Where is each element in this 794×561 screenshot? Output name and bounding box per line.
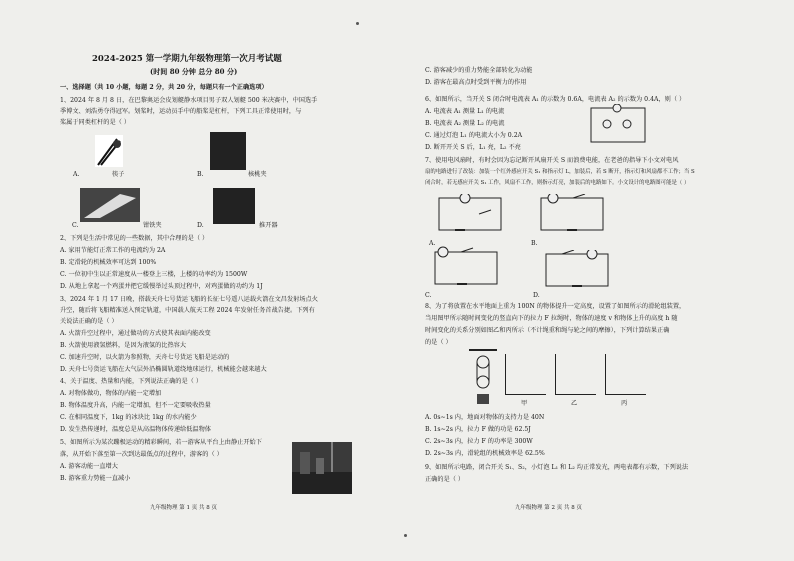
pulley-diagram xyxy=(469,348,497,408)
q7-line-2: 扇的电路进行了改装：加装一个红外感应开关 S₁ 和指示灯 L，加装后，若 S 断开，指示灯和风扇都不工作；当 S xyxy=(425,169,695,175)
q2-option-a: A. 家用节能灯正常工作的电流约为 2A xyxy=(60,247,166,254)
section-1-heading: 一、选择题（共 10 小题，每题 2 分，共 20 分，每题只有一个正确选项） xyxy=(60,84,268,91)
q1-option-d-letter: D. xyxy=(197,222,204,229)
q5-option-a: A. 游客动能一直增大 xyxy=(60,463,118,470)
q3-line-3: 关说法正确的是（ ） xyxy=(60,318,118,325)
q3-option-d: D. 天舟七号货运飞船在大气层外沿椭圆轨道绕地球运行，机械能会越来越大 xyxy=(60,366,267,373)
q6-option-d: D. 断开开关 S 后，L₁ 亮，L₂ 不亮 xyxy=(425,144,521,151)
q6-stem: 6、如图所示，当开关 S 闭合时电流表 A₁ 的示数为 0.6A，电流表 A₂ 的示数为 0.4A，则（ ） xyxy=(425,96,686,103)
q8-option-d: D. 2s~3s 内，滑轮组的机械效率是 62.5% xyxy=(425,450,545,457)
fig-label-yi: 乙 xyxy=(571,400,578,407)
q7-option-b: B. xyxy=(531,240,538,247)
q1-option-b-letter: B. xyxy=(197,171,204,178)
q8-option-a: A. 0s~1s 内，地面对物体的支持力是 40N xyxy=(425,414,545,421)
q2-stem: 2、下列是生活中常见的一些数据，其中合理的是（ ） xyxy=(60,235,209,242)
q7-line-1: 7、使用电风扇时，有时会因为忘记断开风扇开关 S 而浪费电能，在老爸的指导下小文对电风 xyxy=(425,157,679,164)
q7-option-a: A. xyxy=(429,240,436,247)
q9-line-2: 正确的是（ ） xyxy=(425,476,465,483)
scan-speck xyxy=(404,534,407,537)
velocity-time-graph xyxy=(555,354,596,395)
q6-option-c: C. 通过灯泡 L₁ 的电流大小为 0.2A xyxy=(425,132,523,139)
q6-option-b: B. 电流表 A₂ 测量 L₂ 的电流 xyxy=(425,120,505,127)
exam-subtitle: (时间 80 分钟 总分 80 分) xyxy=(150,67,238,76)
page-2-footer: 九年级物理 第 2 页 共 8 页 xyxy=(515,505,582,511)
q5-option-d: D. 游客在最高点时受到平衡力的作用 xyxy=(425,79,527,86)
q1-option-b-label: 核桃夹 xyxy=(248,171,267,178)
q1-option-a-label: 筷子 xyxy=(112,171,125,178)
q3-line-2: 升空，随后将飞船精准送入预定轨道，中国载人航天工程 2024 年发射任务首战告捷。下列有 xyxy=(60,307,315,314)
scan-speck xyxy=(356,22,359,25)
q7-line-3: 闭合时，若无感应开关 S₁ 工作，风扇不工作，则指示灯亮，加装后的电路如下。小文设计的电路图可能是（ ） xyxy=(425,180,690,186)
q1-line-3: 桨属于同类杠杆的是（ ） xyxy=(60,119,131,126)
q5-line-2: 落，从开始下落至第一次到达最低点的过程中，游客的（ ） xyxy=(60,451,223,458)
q2-option-b: B. 定滑轮的机械效率可达到 100% xyxy=(60,259,157,266)
pliers-image xyxy=(80,188,140,222)
q1-line-1: 1、2024 年 8 月 8 日，在巴黎奥运会皮划艇静水项目男子双人划艇 500 米决赛中，中国选手 xyxy=(60,97,318,104)
q2-option-d: D. 从地上拿起一个鸡蛋并把它缓慢举过头顶过程中，对鸡蛋做的功约为 1J xyxy=(60,283,263,290)
q4-option-a: A. 对物体做功，物体的内能一定增加 xyxy=(60,390,162,397)
q3-line-1: 3、2024 年 1 月 17 日晚，搭载天舟七号货运飞船的长征七号遥八运载火箭在文昌发射场点火 xyxy=(60,296,318,303)
q8-line-4: 的是（ ） xyxy=(425,339,452,346)
exam-title: 2024-2025 第一学期九年级物理第一次月考试题 xyxy=(92,54,282,64)
force-time-graph xyxy=(505,354,546,395)
q5-line-1: 5、如图所示为某次蹦极运动的精彩瞬间，若一游客从平台上由静止开始下 xyxy=(60,439,262,446)
page-2 xyxy=(397,0,794,561)
q8-option-c: C. 2s~3s 内，拉力 F 的功率是 300W xyxy=(425,438,533,445)
q3-option-b: B. 火箭使用液氢燃料，是因为液氢的比热容大 xyxy=(60,342,187,349)
q6-option-a: A. 电流表 A₁ 测量 L₁ 的电流 xyxy=(425,108,505,115)
q7-option-c: C. xyxy=(425,292,432,299)
fig-label-bing: 丙 xyxy=(621,400,628,407)
q1-option-d-label: 推开器 xyxy=(259,222,278,229)
page-1-footer: 九年级物理 第 1 页 共 8 页 xyxy=(150,505,217,511)
q2-option-c: C. 一位初中生以正常速度从一楼登上三楼，上楼的功率约为 1500W xyxy=(60,271,248,278)
q7-option-d: D. xyxy=(533,292,540,299)
q6-circuit-diagram xyxy=(587,104,649,146)
q4-stem: 4、关于温度、热量和内能，下列说法正确的是（ ） xyxy=(60,378,203,385)
q4-option-c: C. 在相同温度下，1kg 的冰块比 1kg 的水内能少 xyxy=(60,414,197,421)
q7-circuit-b xyxy=(537,194,607,236)
opener-image xyxy=(213,188,255,224)
q1-line-2: 季博文、刘浩勇夺得冠军。划桨时，运动员手中的船桨是杠杆，下列工具正常使用时，与 xyxy=(60,108,302,115)
q3-option-a: A. 火箭升空过程中，通过做功的方式使其表面内能改变 xyxy=(60,330,211,337)
q7-circuit-a xyxy=(435,194,505,236)
q8-line-3: 时间变化的关系分别如图乙和丙所示（不计绳重和绳与轮之间的摩擦），下列计算结果正确 xyxy=(425,327,670,334)
q5-option-c: C. 游客减少的重力势能全部转化为动能 xyxy=(425,67,533,74)
chopsticks-image xyxy=(95,135,123,167)
bungee-image xyxy=(292,442,352,494)
q8-option-b: B. 1s~2s 内，拉力 F 做的功是 62.5J xyxy=(425,426,531,433)
q8-line-1: 8、为了将放置在水平地面上重为 100N 的物体提升一定高度，设置了如图所示的滑轮组装置， xyxy=(425,303,686,310)
height-time-graph xyxy=(605,354,646,395)
q7-circuit-d xyxy=(542,250,612,292)
q8-line-2: 当用图甲所示随时间变化的竖直向下的拉力 F 拉绳时，物体的速度 v 和物体上升的高度 h 随 xyxy=(425,315,678,322)
q3-option-c: C. 加速升空时，以火箭为参照物，天舟七号货运飞船是运动的 xyxy=(60,354,230,361)
q7-circuit-c xyxy=(431,246,501,290)
q1-option-c-letter: C. xyxy=(72,222,79,229)
q5-option-b: B. 游客重力势能一直减小 xyxy=(60,475,131,482)
q1-option-c-label: 钳铁夹 xyxy=(143,222,162,229)
fig-label-jia: 甲 xyxy=(521,400,528,407)
q4-option-d: D. 发生热传递时，温度总是从高温物体传递给低温物体 xyxy=(60,426,211,433)
q1-option-a-letter: A. xyxy=(73,171,80,178)
nutcracker-image xyxy=(210,132,246,170)
q4-option-b: B. 物体温度升高，内能一定增加，但不一定要吸收热量 xyxy=(60,402,211,409)
q9-line-1: 9、如图所示电路，闭合开关 S₁、S₂，小灯泡 L₁ 和 L₂ 均正常发光，两电表都有示数，下列说法 xyxy=(425,464,689,471)
